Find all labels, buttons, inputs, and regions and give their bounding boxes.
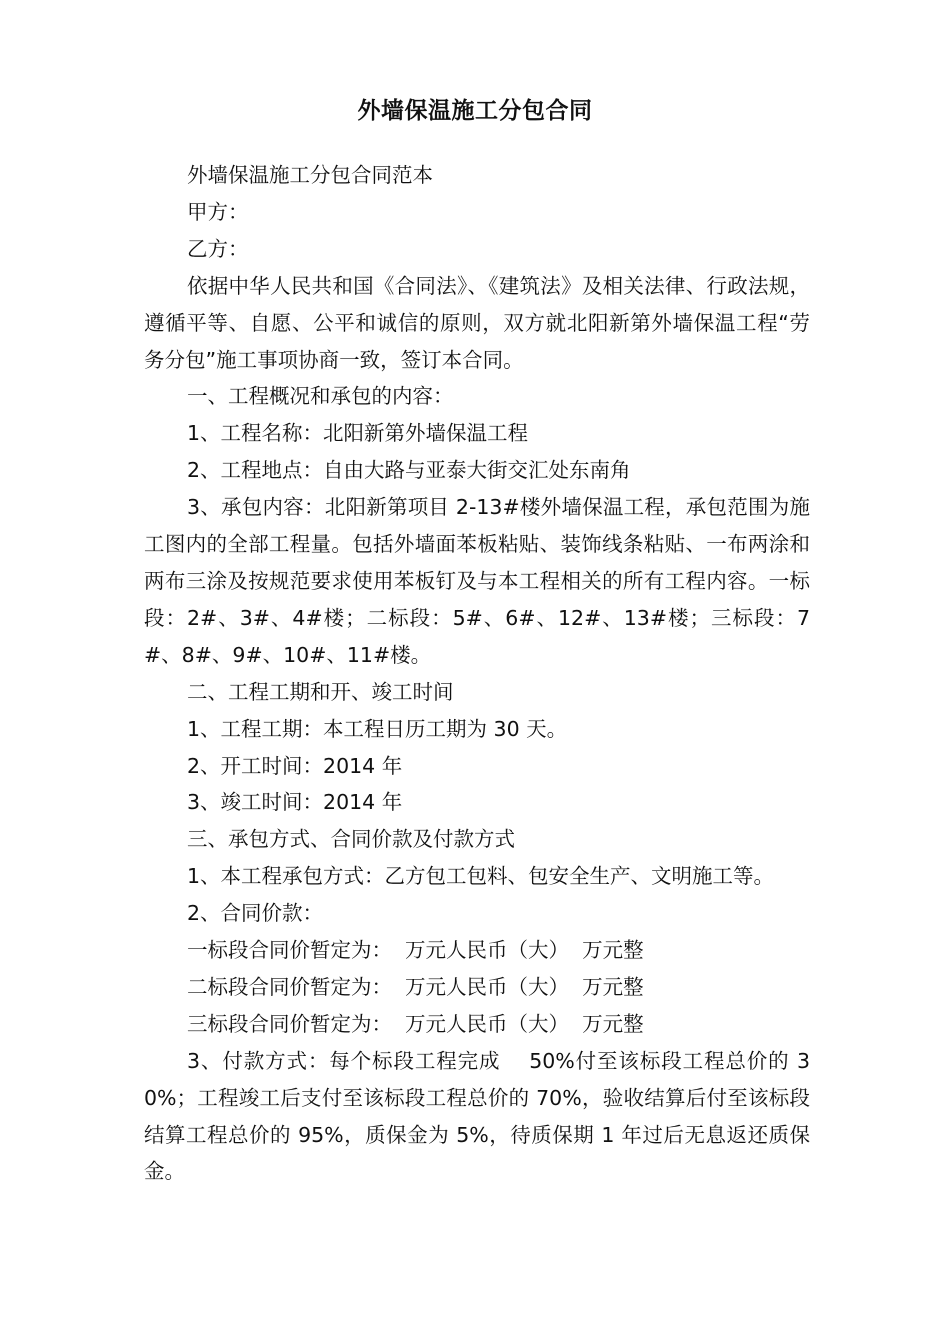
paragraph-preamble: 依据中华人民共和国《合同法》、《建筑法》及相关法律、行政法规，遵循平等、自愿、公平和诚信的原则，双方就北阳新第外墙保温工程“劳务分包”施工事项协商一致，签订本合同。 xyxy=(144,273,810,372)
paragraph-contract-method: 1、本工程承包方式：乙方包工包料、包安全生产、文明施工等。 xyxy=(187,864,775,889)
section-heading-2: 二、工程工期和开、竣工时间 xyxy=(187,679,454,704)
document-title: 外墙保温施工分包合同 xyxy=(357,98,593,124)
paragraph-section-3-price: 三标段合同价暂定为： 万元人民币（大） 万元整 xyxy=(187,1011,644,1036)
paragraph-party-a: 甲方： xyxy=(187,199,249,224)
paragraph-scope: 3、承包内容：北阳新第项目 2-13#楼外墙保温工程，承包范围为施工图内的全部工程量。包括外墙面苯板粘贴、装饰线条粘贴、一布两涂和两布三涂及按规范要求使用苯板钉及与本工程相关的所有工程内容。一标段：2#、3#、4#楼；二标段：5#、6#、12#、13#楼；三标段：7#、8#、9#、10#、11#楼。 xyxy=(144,495,810,667)
paragraph-start-date: 2、开工时间：2014 年 xyxy=(187,753,403,778)
document-body xyxy=(144,157,810,1190)
paragraph-subtitle: 外墙保温施工分包合同范本 xyxy=(187,163,433,187)
section-heading-3: 三、承包方式、合同价款及付款方式 xyxy=(187,827,515,852)
paragraph-section-1-price: 一标段合同价暂定为： 万元人民币（大） 万元整 xyxy=(187,938,644,963)
paragraph-duration: 1、工程工期：本工程日历工期为 30 天。 xyxy=(187,716,568,741)
paragraph-section-2-price: 二标段合同价暂定为： 万元人民币（大） 万元整 xyxy=(187,974,644,999)
paragraph-payment-terms: 3、付款方式：每个标段工程完成 50%付至该标段工程总价的 30%；工程竣工后支付至该标段工程总价的 70%，验收结算后付至该标段结算工程总价的 95%，质保金为 5%，待质保期 1 年过后无息返还质保金。 xyxy=(144,1048,810,1184)
paragraph-completion-date: 3、竣工时间：2014 年 xyxy=(187,790,403,815)
paragraph-project-location: 2、工程地点：自由大路与亚泰大街交汇处东南角 xyxy=(187,458,631,483)
paragraph-party-b: 乙方： xyxy=(187,236,249,261)
section-heading-1: 一、工程概况和承包的内容： xyxy=(187,384,454,409)
paragraph-contract-price: 2、合同价款： xyxy=(187,901,324,926)
paragraph-project-name: 1、工程名称：北阳新第外墙保温工程 xyxy=(187,421,529,446)
